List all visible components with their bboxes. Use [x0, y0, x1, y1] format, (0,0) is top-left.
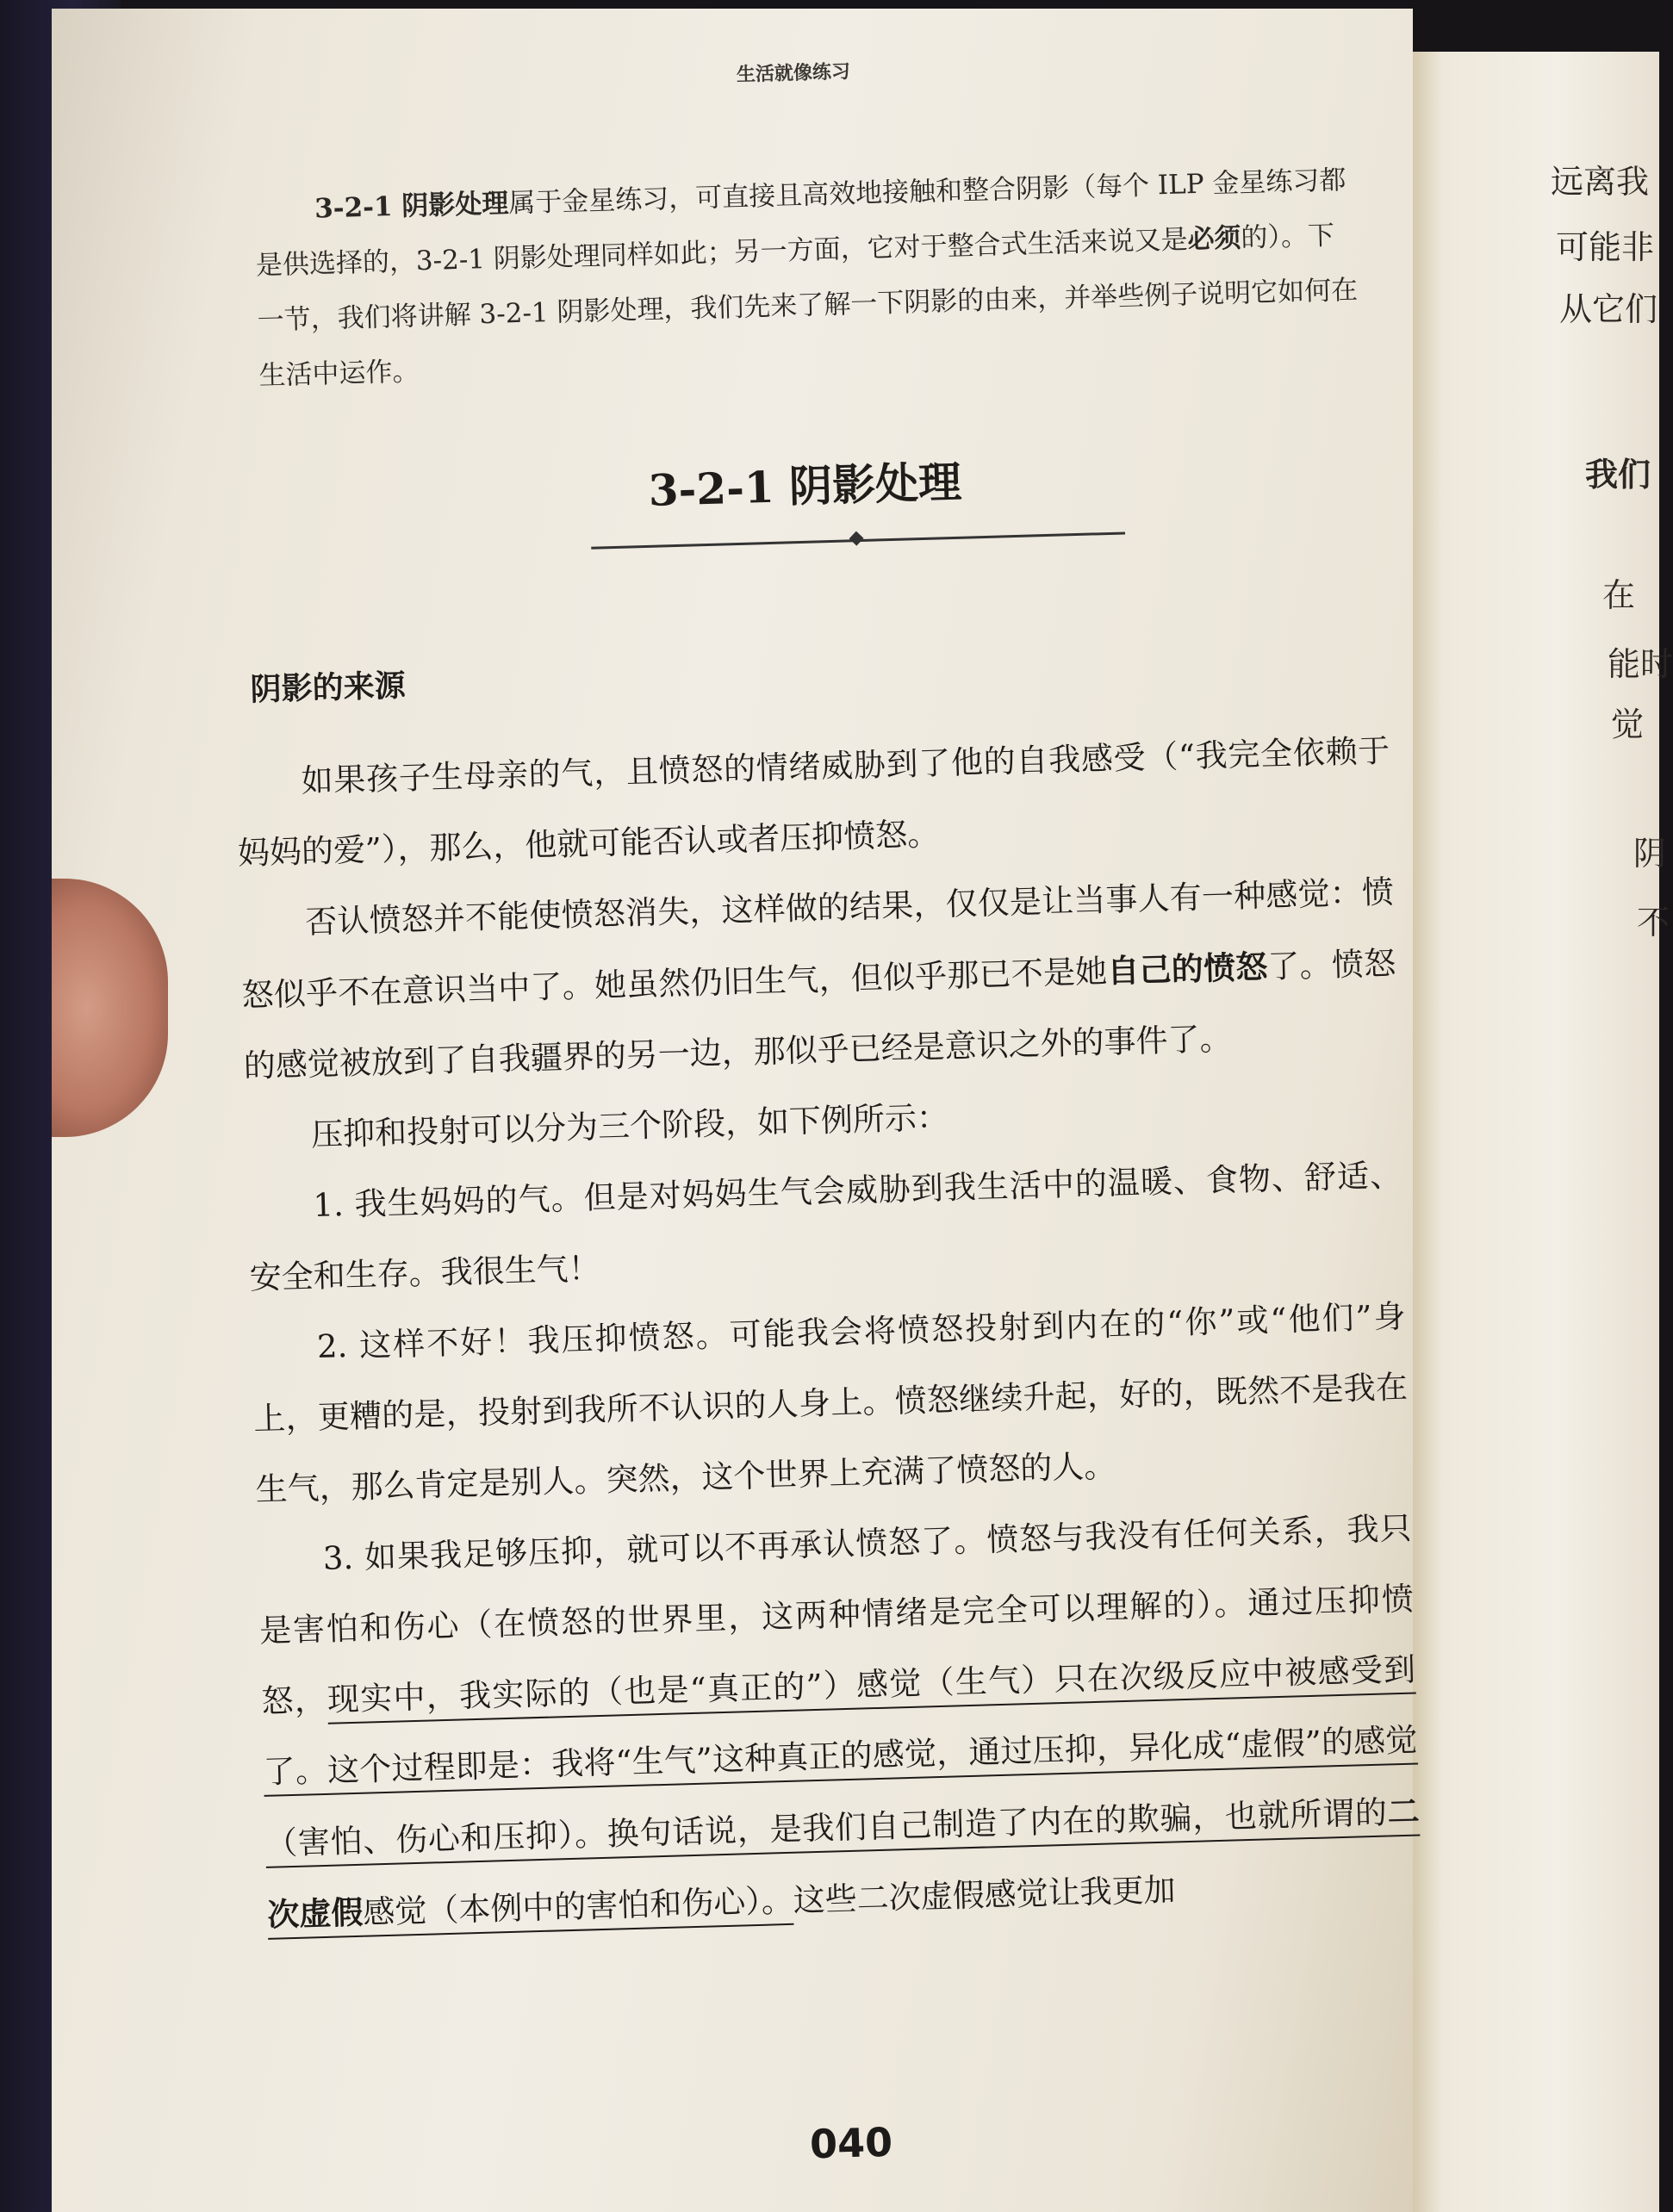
right-page-line: 觉 [1611, 705, 1645, 743]
right-page-line: 在 [1602, 576, 1636, 614]
underlined-text: 现实中，我实际的（也是“真正的”）感觉（生气）只在次级反应中被感受到了。这个过程即是：我将“生气”这种真正的感觉，通过压抑，异化成“虚假”的感觉（害怕、伤心和压抑）。换句话说，是我们自己制造了内在的欺骗，也就所谓的 [263, 1650, 1418, 1862]
paragraph: 压抑和投射可以分为三个阶段，如下例所示： [310, 1098, 949, 1154]
underlined-text: 感觉（本例中的害怕和伤心）。 [362, 1881, 794, 1931]
intro-bold-lead: 3-2-1 阴影处理 [314, 188, 509, 225]
title-ornament-rule [591, 531, 1125, 549]
thumb [52, 879, 168, 1137]
intro-text: 属于金星练习，可直接且高效地接触和整合阴影（每个 ILP 金星练习都是供选择的，3-2-1 阴影处理同样如此；另一方面，它对于整合式生活来说又是 [255, 165, 1346, 282]
intro-bold-word: 必须 [1187, 222, 1242, 256]
intro-text: 的）。下一节，我们将讲解 3-2-1 阴影处理，我们先来了解一下阴影的由来，并举些例子说明它如何在生活中运作。 [257, 220, 1359, 392]
body-text [235, 716, 1422, 1951]
emphasis-text: 自己的愤怒 [1106, 948, 1269, 991]
list-item: 2. 这样不好！我压抑愤怒。可能我会将愤怒投射到内在的“你”或“他们”身上，更糟的是，投射到我所不认识的人身上。愤怒继续升起，好的，既然不是我在生气，那么肯定是别人。突然，这个世界上充满了愤怒的人。 [252, 1297, 1409, 1509]
paragraph-text: 否认愤怒并不能使愤怒消失，这样做的结果，仅仅是让当事人有一种感觉：愤怒似乎不在意识当中了。她虽然仍旧生气，但似乎那已不是她 [241, 873, 1395, 1015]
paragraph-text: 这些二次虚假感觉让我更加 [793, 1871, 1177, 1919]
right-page-line: 从它们 [1559, 290, 1658, 328]
right-page-line: 远离我 [1551, 163, 1650, 201]
intro-paragraph [253, 152, 1362, 404]
paragraph: 如果孩子生母亲的气，且愤怒的情绪威胁到了他的自我感受（“我完全依赖于妈妈的爱”），那么，他就可能否认或者压抑愤怒。 [237, 731, 1390, 873]
right-page-line: 我们 [1585, 455, 1651, 494]
paragraph [239, 857, 1398, 1102]
paragraph-text: 了。愤怒的感觉被放到了自我疆界的另一边，那似乎已经是意识之外的事件了。 [243, 944, 1396, 1085]
emphasis-text: 二次虚假 [266, 1792, 1421, 1934]
page-content [181, 26, 1463, 2178]
paragraph-text: 3. 如果我足够压抑，就可以不再承认愤怒了。愤怒与我没有任何关系，我只是害怕和伤心（在愤怒的世界里，这两种情绪是完全可以理解的）。通过压抑愤怒， [258, 1509, 1415, 1720]
running-header: 生活就像练习 [736, 61, 851, 86]
subheading: 阴影的来源 [250, 668, 407, 708]
ornament-diamond [849, 531, 864, 546]
right-page-line: 能时 [1608, 645, 1673, 683]
right-page-line: 不 [1637, 904, 1670, 941]
right-page-line: 可能非 [1556, 228, 1655, 266]
section-title: 3-2-1 阴影处理 [647, 456, 962, 516]
list-item: 1. 我生妈妈的气。但是对妈妈生气会威胁到我生活中的温暖、食物、舒适、安全和生存。我很生气！ [249, 1156, 1402, 1297]
page-number: 040 [809, 2118, 893, 2168]
left-page [52, 9, 1421, 2212]
list-item [257, 1494, 1422, 1951]
right-page-line: 阴 [1633, 835, 1667, 873]
